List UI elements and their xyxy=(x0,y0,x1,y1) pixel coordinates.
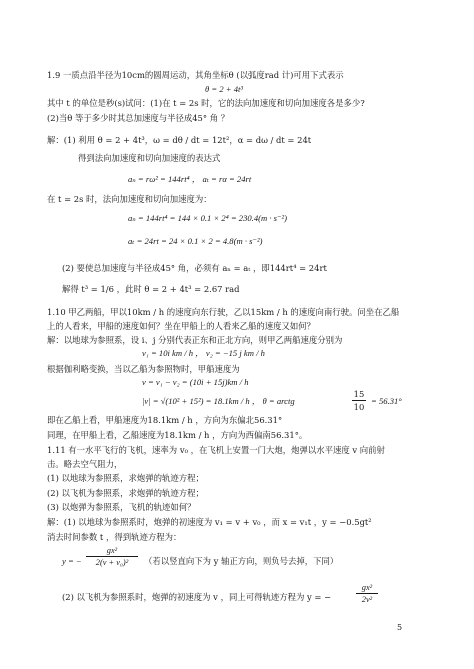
solution-1-9-equation-2: aₙ = 144rt⁴ = 144 × 0.1 × 2⁴ = 230.4(m · s⁻²) xyxy=(128,213,287,223)
problem-1-11-statement-2: 击。略去空气阻力， xyxy=(47,459,123,469)
solution-1-9-result: 解得 t³ = 1/6 ，此时 θ = 2 + 4t³ = 2.67 rad xyxy=(62,284,240,294)
problem-1-11-question-2: (2) 以飞机为参照系，求炮弹的轨迹方程； xyxy=(47,488,204,498)
problem-1-9-question-2: (2)当θ 等于多少时其总加速度与半径成45° 角 ？ xyxy=(47,113,230,123)
problem-1-11-question-1: (1) 以地球为参照系，求炮弹的轨迹方程； xyxy=(47,473,204,483)
page-number: 5 xyxy=(397,623,403,632)
solution-1-10-text-1: 解：以地球为参照系，设 i、j 分别代表正东和正北方向，则甲乙两船速度分别为 xyxy=(47,335,343,345)
solution-1-9-text-2: 在 t = 2s 时，法向加速度和切向加速度为： xyxy=(47,194,212,204)
solution-1-9-step-1: 解：(1) 利用 θ = 2 + 4t³，ω = dθ / dt = 12t²，α = dω / dt = 24t xyxy=(47,135,312,145)
solution-1-10-text-3: 即在乙船上看，甲船速度为18.1km / h ，方向为东偏北56.31° xyxy=(47,415,283,425)
problem-1-9-equation: θ = 2 + 4t³ xyxy=(205,84,243,94)
solution-1-11-text-2: 消去时间参数 t ，得到轨迹方程为： xyxy=(47,532,182,542)
problem-1-9-statement: 1.9 一质点沿半径为10cm的圆周运动，其角坐标θ (以弧度rad 计)可用下式表示 xyxy=(47,70,344,80)
solution-1-11-note: （若以竖直向下为 y 轴正方向，则负号去掉，下同） xyxy=(144,556,339,566)
fraction-numerator: gx² xyxy=(106,546,118,555)
solution-1-10-equation-3: |v| = √(10² + 15²) = 18.1km / h ， θ = arctg xyxy=(142,396,295,406)
solution-1-11-text-1: 解：(1) 以地球为参照系时，炮弹的初速度为 v₁ = v + v₀ ，而 x = v₁t ，y = −0.5gt² xyxy=(47,517,372,527)
solution-1-9-equation-3: aₜ = 24rt = 24 × 0.1 × 2 = 4.8(m · s⁻²) xyxy=(128,236,263,246)
fraction-denominator: 10 xyxy=(353,402,365,412)
problem-1-11-statement-1: 1.11 有一水平飞行的飞机，速率为 v₀ ，在飞机上安置一门大炮，炮弹以水平速度 v 向前射 xyxy=(47,445,385,455)
problem-1-9-question-1: 其中 t 的单位是秒(s)试问：(1)在 t = 2s 时，它的法向加速度和切向加速度各是多少? xyxy=(47,98,365,108)
solution-1-10-equation-1: v₁ = 10i km / h ， v₂ = −15 j km / h xyxy=(142,348,265,358)
fraction-numerator: 15 xyxy=(353,389,365,399)
solution-1-11-equation-1-lhs: y = − xyxy=(62,556,82,566)
solution-1-9-step-2: (2) 要使总加速度与半径成45° 角，必须有 aₙ = aₜ ，即144rt⁴ = 24rt xyxy=(62,263,327,273)
problem-1-11-question-3: (3) 以炮弹为参照系，飞机的轨迹如何？ xyxy=(47,502,196,512)
solution-1-11-fraction-1 xyxy=(86,546,138,567)
solution-1-10-equation-2: v = v₁ − v₂ = (10i + 15j)km / h xyxy=(142,377,249,387)
solution-1-9-equation-1: aₙ = rω² = 144rt⁴ ， aₜ = rα = 24rt xyxy=(128,174,252,184)
problem-1-10-statement-2: 上的人看来，甲船的速度如何？坐在甲船上的人看来乙船的速度又如何？ xyxy=(47,321,315,331)
solution-1-9-text-1: 得到法向加速度和切向加速度的表达式 xyxy=(78,153,221,163)
solution-1-10-angle: = 56.31° xyxy=(371,396,402,406)
fraction-denominator: 2(v + v₀)² xyxy=(95,558,129,567)
solution-1-11-text-3: (2) 以飞机为参照系时，炮弹的初速度为 v ，同上可得轨迹方程为 y = − xyxy=(62,592,332,602)
fraction-bar xyxy=(352,400,366,401)
solution-1-10-text-2: 根据伽利略变换，当以乙船为参照物时，甲船速度为 xyxy=(47,364,240,374)
fraction-bar xyxy=(356,593,378,594)
fraction-numerator: gx² xyxy=(361,583,373,592)
problem-1-10-statement-1: 1.10 甲乙两船，甲以10km / h 的速度向东行驶，乙以15km / h 的速度向南行驶。问坐在乙船 xyxy=(47,307,400,317)
fraction-bar xyxy=(86,556,138,557)
solution-1-11-fraction-2 xyxy=(356,583,378,604)
solution-1-10-text-4: 同理，在甲船上看，乙船速度为18.1km / h ，方向为西偏南56.31°。 xyxy=(47,430,308,440)
fraction-denominator: 2v² xyxy=(361,595,373,604)
solution-1-10-fraction xyxy=(352,389,366,412)
